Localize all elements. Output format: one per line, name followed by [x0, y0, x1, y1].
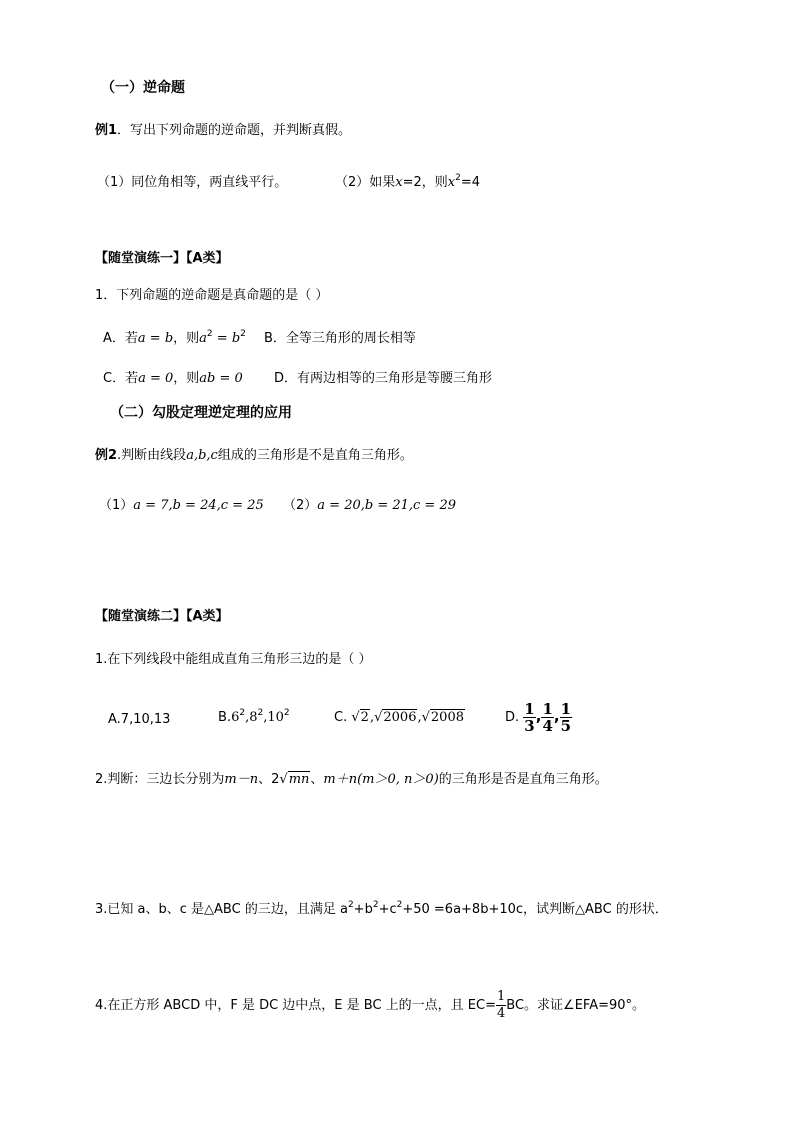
- option-a-math2-a: a: [199, 331, 207, 346]
- example-2-item-1-math: a = 7,b = 24,c = 25: [133, 498, 264, 513]
- option-a-math: a = b: [137, 331, 174, 346]
- q2-condition: (m＞0, n＞0): [357, 772, 439, 787]
- q4-prefix: 4.在正方形 ABCD 中，F 是 DC 边中点，E 是 BC 上的一点，且 EC=: [95, 998, 496, 1013]
- option-a-exp2: 2: [240, 329, 246, 339]
- q3-prefix: 3.已知 a、b、c 是△ABC 的三边，且满足 a: [95, 902, 348, 917]
- practice-2-option-c: C. √2,√2006,√2008: [334, 710, 464, 725]
- example-1-text: ．写出下列命题的逆命题，并判断真假。: [117, 123, 352, 138]
- q3-term-2: +c: [378, 902, 397, 917]
- practice-2-question-1: 1.在下列线段中能组成直角三角形三边的是（ ）: [95, 652, 372, 667]
- option-b-base-3: 10: [267, 710, 284, 725]
- option-d-label: D.: [505, 710, 520, 725]
- sqrt-1-arg: 2: [360, 710, 369, 725]
- practice-1-title: 【随堂演练一】【A类】: [95, 251, 229, 266]
- q2-suffix: 的三角形是否是直角三角形。: [438, 772, 608, 787]
- practice-2-question-4: [95, 988, 645, 1024]
- option-a: [103, 330, 246, 348]
- practice-1-question: 1．下列命题的逆命题是真命题的是（ ）: [95, 288, 329, 303]
- practice-2-question-2: [95, 771, 608, 789]
- item-2-prefix: （2）如果: [335, 175, 396, 190]
- option-b-exp-3: 2: [283, 708, 290, 718]
- option-b-exp-1: 2: [239, 708, 246, 718]
- example-2-prefix: .判断由线段: [117, 448, 187, 463]
- option-a-prefix: A．若: [103, 331, 138, 346]
- q2-sqrt-arg: mn: [288, 772, 310, 787]
- option-a-math2-b: = b: [212, 331, 241, 346]
- practice-2-option-a: A.7,10,13: [108, 712, 171, 727]
- option-c-math: a = 0: [138, 371, 174, 386]
- option-d: D．有两边相等的三角形是等腰三角形: [274, 371, 493, 386]
- example-2-item-2-label: （2）: [283, 498, 318, 513]
- option-c: [103, 370, 243, 388]
- option-c-label: C.: [334, 710, 348, 725]
- example-1-item-1: （1）同位角相等，两直线平行。: [97, 175, 288, 190]
- fraction-one-quarter: [496, 989, 506, 1022]
- q2-math-1: m－n: [224, 772, 259, 787]
- option-a-sep: ，则: [173, 331, 200, 346]
- q3-term-1: +b: [353, 902, 373, 917]
- fraction-1-den: 3: [524, 717, 535, 735]
- fraction-1-num: 1: [524, 700, 535, 718]
- option-c-sep: ，则: [173, 371, 200, 386]
- option-c-prefix: C．若: [103, 371, 139, 386]
- example-1-label: 例1: [95, 123, 118, 138]
- option-b-label: B.: [218, 710, 232, 725]
- example-2-item-2-math: a = 20,b = 21,c = 29: [317, 498, 456, 513]
- fraction-3-den: 5: [560, 717, 572, 735]
- item-2-mid: =2，则: [402, 175, 448, 190]
- q2-sep-2: 、: [310, 772, 324, 787]
- example-1: [95, 122, 351, 140]
- sqrt-2: √2006: [374, 710, 417, 725]
- fraction-2-den: 4: [542, 717, 553, 735]
- sqrt-2-arg: 2006: [383, 710, 417, 725]
- q4-frac-den: 4: [497, 1006, 506, 1021]
- q2-math-2: m＋n: [323, 772, 358, 787]
- practice-2-title: 【随堂演练二】【A类】: [95, 609, 229, 624]
- sqrt-1: √2: [351, 710, 369, 725]
- sqrt-3: √2008: [421, 710, 464, 725]
- q2-sqrt: √mn: [279, 772, 310, 787]
- practice-2-option-b: $B.6^2,8^2,10^2$: [218, 708, 290, 725]
- q3-exp-3: 2: [396, 900, 403, 910]
- q2-prefix: 2.判断：三边长分别为: [95, 772, 225, 787]
- option-b: B．全等三角形的周长相等: [264, 331, 416, 346]
- var-x: x: [395, 175, 403, 190]
- item-2-end: =4: [460, 175, 481, 190]
- sqrt-3-arg: 2008: [430, 710, 464, 725]
- option-b-base-2: 8: [249, 710, 258, 725]
- example-2-vars: a,b,c: [186, 448, 218, 463]
- example-2-suffix: 组成的三角形是不是直角三角形。: [217, 448, 413, 463]
- example-2: [95, 447, 413, 465]
- fraction-3-num: 1: [560, 700, 572, 718]
- fraction-1-5: [560, 701, 572, 734]
- section-title-converse: （一）逆命题: [101, 80, 185, 96]
- practice-2-question-3: [95, 901, 668, 919]
- q3-suffix: +50 =6a+8b+10c，试判断△ABC 的形状．: [402, 902, 668, 917]
- example-1-item-2: [335, 174, 480, 192]
- option-b-exp-2: 2: [257, 708, 264, 718]
- fraction-1-3: [523, 701, 535, 734]
- fraction-2-num: 1: [542, 700, 553, 718]
- var-x-2: x: [447, 175, 456, 190]
- q3-exp-1: 2: [347, 900, 354, 910]
- section-title-pythagorean: （二）勾股定理逆定理的应用: [110, 405, 292, 421]
- q4-suffix: BC。求证∠EFA=90°。: [506, 998, 646, 1013]
- example-2-item-1-label: （1）: [99, 498, 134, 513]
- example-2-item-1: [99, 497, 264, 515]
- fraction-1-4: [541, 701, 553, 734]
- option-a-exp: 2: [206, 329, 213, 339]
- example-2-item-2: [283, 497, 456, 515]
- option-b-base-1: 6: [231, 710, 240, 725]
- q4-frac-num: 1: [497, 989, 506, 1004]
- q3-exp-2: 2: [372, 900, 379, 910]
- example-2-label: 例2: [95, 448, 118, 463]
- practice-2-option-d: D. $\frac{1}{3}$ , $\frac{1}{4}$ , $\frac{1}{5}$: [505, 700, 572, 735]
- q2-sep-1: 、2: [258, 772, 280, 787]
- exponent: 2: [455, 173, 461, 183]
- option-c-math2: ab = 0: [199, 371, 243, 386]
